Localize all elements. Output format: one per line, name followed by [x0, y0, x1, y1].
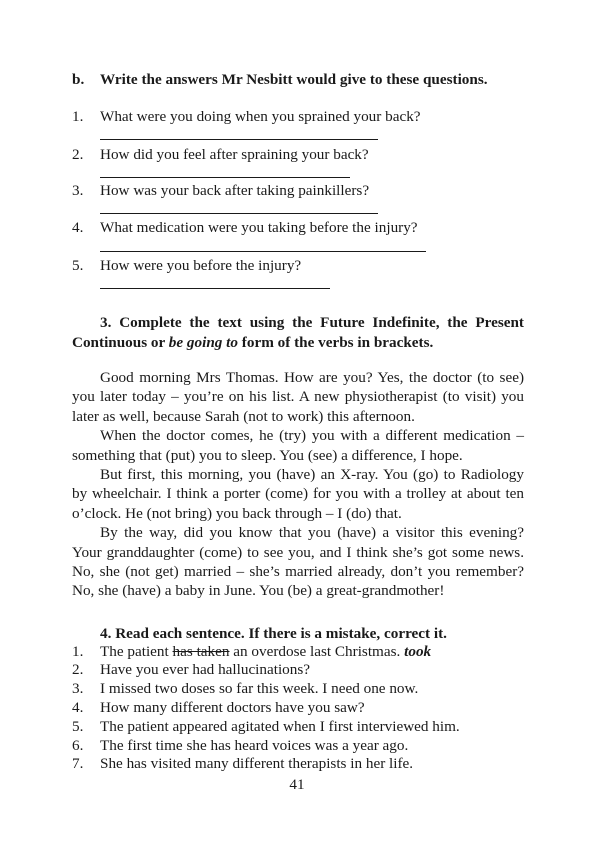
paragraph: Good morning Mrs Thomas. How are you? Yes, the doctor (to see) you later today – you’re on his list. A new physiotherapist (to visit) you later as well, because Sarah (not to work) this afternoon. — [72, 369, 524, 425]
question-number: 5. — [72, 257, 84, 274]
item-text — [100, 643, 431, 661]
heading-text: Continuous or — [72, 334, 169, 351]
answer-line-1[interactable] — [100, 139, 378, 140]
item-text: I missed two doses so far this week. I need one now. — [100, 680, 419, 697]
heading-text: form of the verbs in brackets. — [238, 334, 434, 351]
paragraph: By the way, did you know that you (have) a visitor this evening? Your granddaughter (come) to see you, and I think she’s got some news. No, she (not get) married – she’s married already, don’t you remember? No, she (have) a baby in June. You (be) a great-grandmother! — [72, 524, 524, 600]
paragraph: But first, this morning, you (have) an X-ray. You (go) to Radiology by wheelchair. I think a porter (come) for you with a trolley at about ten o’clock. He (not bring) you back through – I (do) that. — [72, 466, 524, 522]
exercise-3-heading-line1: 3. Complete the text using the Future Indefinite, the Present — [100, 314, 524, 331]
item-number: 4. — [72, 699, 84, 716]
exercise-3-heading — [72, 313, 524, 353]
item-text-part: an overdose last Christmas. — [229, 643, 405, 660]
question-text: How were you before the injury? — [100, 257, 302, 274]
item-text: Have you ever had hallucinations? — [100, 661, 311, 678]
paragraph: When the doctor comes, he (try) you with a different medication – something that (put) you to sleep. You (see) a difference, I hope. — [72, 427, 524, 464]
item-text: The first time she has heard voices was a year ago. — [100, 737, 409, 754]
item-number: 1. — [72, 643, 84, 660]
answer-line-5[interactable] — [100, 288, 330, 289]
answer-line-4[interactable] — [100, 251, 426, 252]
item-text-part: The patient — [100, 643, 173, 660]
item-number: 3. — [72, 680, 84, 697]
question-text: What were you doing when you sprained your back? — [100, 108, 421, 125]
section-b-label: b. — [72, 71, 85, 88]
struck-text: has taken — [172, 643, 230, 660]
answer-line-3[interactable] — [100, 213, 378, 214]
exercise-4-title: 4. Read each sentence. If there is a mistake, correct it. — [100, 625, 447, 642]
question-number: 4. — [72, 219, 84, 236]
item-number: 7. — [72, 755, 84, 772]
item-number: 5. — [72, 718, 84, 735]
exercise-3-text — [72, 368, 524, 601]
exercise-3-heading-line2 — [72, 334, 433, 351]
section-b-title: Write the answers Mr Nesbitt would give to these questions. — [100, 71, 488, 88]
question-text: How was your back after taking painkillers? — [100, 182, 370, 199]
answer-line-2[interactable] — [100, 177, 350, 178]
item-text: She has visited many different therapists in her life. — [100, 755, 414, 772]
item-number: 6. — [72, 737, 84, 754]
item-text: The patient appeared agitated when I first interviewed him. — [100, 718, 460, 735]
page-number: 41 — [289, 776, 305, 793]
question-text: What medication were you taking before the injury? — [100, 219, 418, 236]
correction-text: took — [404, 643, 432, 660]
question-number: 1. — [72, 108, 84, 125]
question-text: How did you feel after spraining your back? — [100, 146, 369, 163]
item-number: 2. — [72, 661, 84, 678]
heading-italic-text: be going to — [168, 334, 238, 351]
question-number: 2. — [72, 146, 84, 163]
question-number: 3. — [72, 182, 84, 199]
item-text: How many different doctors have you saw? — [100, 699, 365, 716]
